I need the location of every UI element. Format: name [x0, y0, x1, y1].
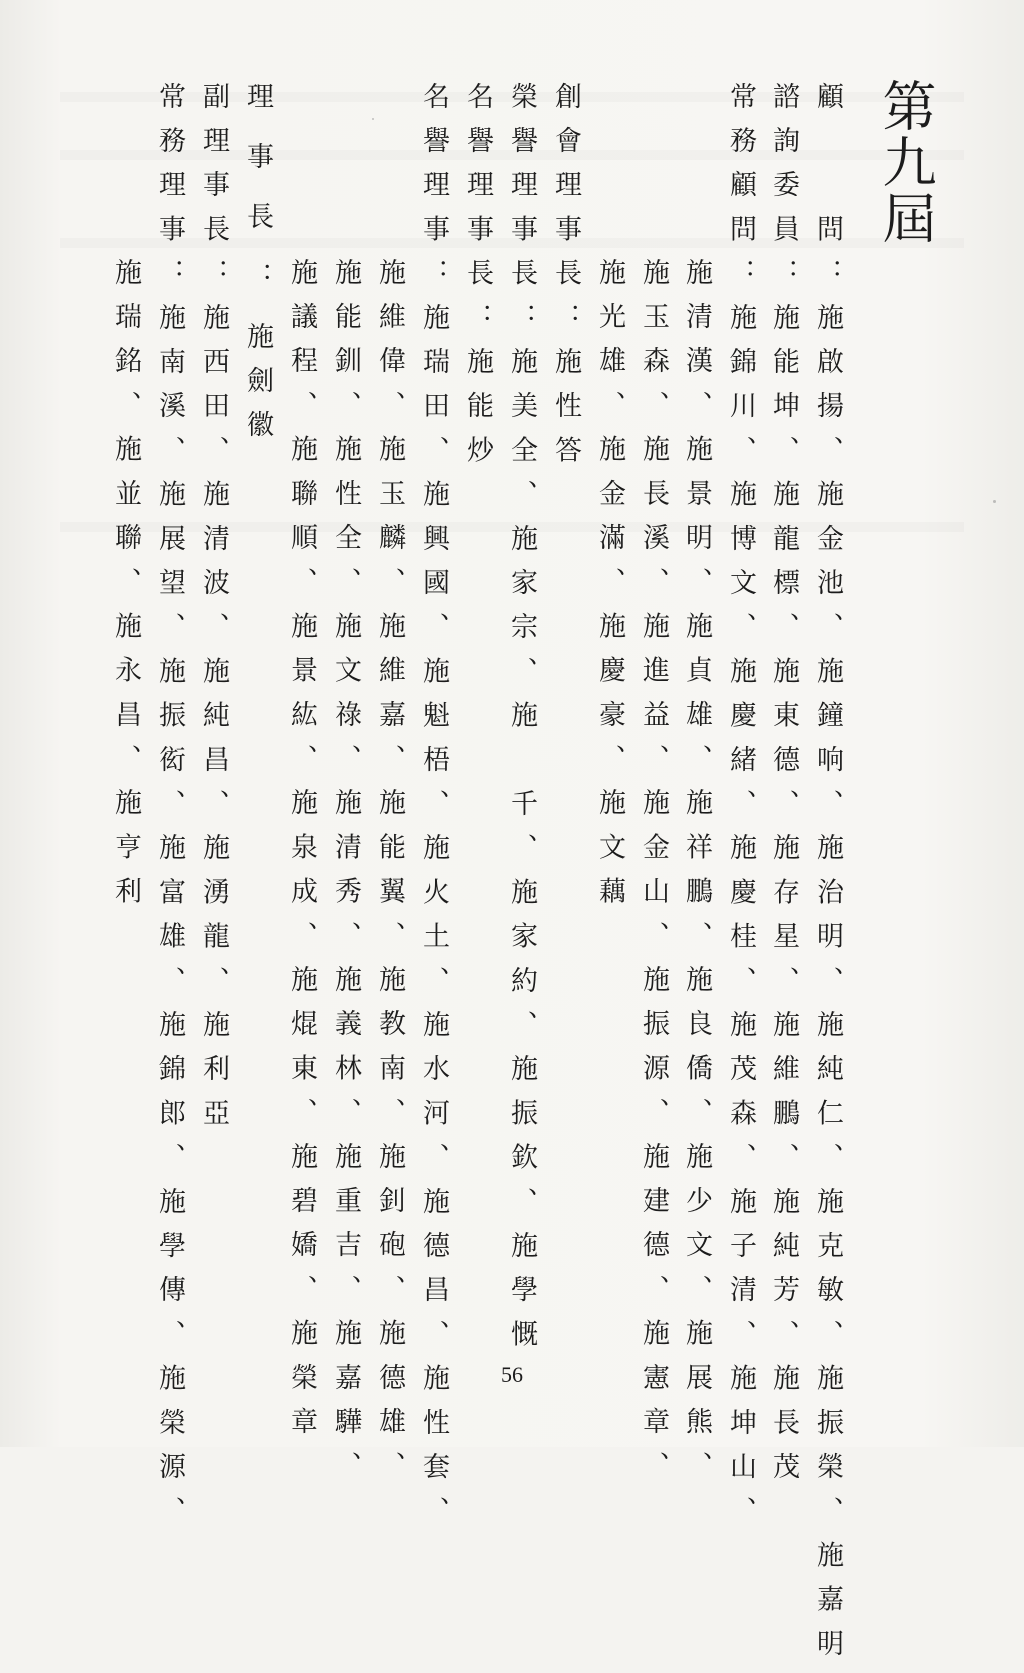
member-names: 施能炒: [462, 347, 493, 480]
member-names: 施性答: [550, 347, 581, 480]
member-names: 施瑞田、施興國、施魁梧、施火土、施水河、施德昌、施性套、: [418, 303, 449, 1541]
roster-column: [332, 258, 359, 1496]
roster-column: [464, 82, 491, 480]
member-names: 施南溪、施展望、施振衒、施富雄、施錦郎、施學傳、施榮源、: [154, 303, 185, 1541]
member-names: 施瑞銘、施並聯、施永昌、施亨利: [110, 258, 141, 921]
roster-column: [200, 82, 227, 1143]
roster-column: [727, 82, 754, 1541]
member-names: 施玉森、施長溪、施進益、施金山、施振源、施建德、施憲章、: [638, 258, 669, 1496]
role-label: 顧 問：: [812, 82, 843, 303]
paper-speck: [993, 500, 996, 503]
page-number: 56: [501, 1362, 523, 1387]
member-names: 施光雄、施金滿、施慶豪、施文藕: [594, 258, 625, 921]
paper-speck: [372, 118, 374, 120]
member-names: 施劍徽: [242, 322, 273, 455]
roster-column: [640, 258, 667, 1496]
member-names: 施維偉、施玉麟、施維嘉、施能翼、施教南、施釗砲、施德雄、: [374, 258, 405, 1496]
role-label: 名譽理事：: [418, 82, 449, 303]
page-title: 第九屆: [874, 78, 937, 246]
roster-column: [244, 82, 271, 455]
roster-column: [376, 258, 403, 1496]
roster-column: [156, 82, 183, 1541]
roster-column: [596, 258, 623, 921]
role-label: 理事長：: [242, 82, 273, 322]
role-label: 名譽理事長：: [462, 82, 493, 348]
role-label: 常務顧問：: [725, 82, 756, 303]
member-names: 施西田、施清波、施純昌、施湧龍、施利亞: [198, 303, 229, 1143]
roster-column: [288, 258, 315, 1451]
role-label: 常務理事：: [154, 82, 185, 303]
role-label: 創會理事長：: [550, 82, 581, 348]
member-names: 施清漢、施景明、施貞雄、施祥鵬、施良僑、施少文、施展熊、: [681, 258, 712, 1496]
roster-column: [508, 82, 535, 1364]
role-label: 副理事長：: [198, 82, 229, 303]
roster-column: [770, 82, 797, 1496]
member-names: 施啟揚、施金池、施鐘响、施治明、施純仁、施克敏、施振榮、施嘉明: [812, 303, 843, 1673]
member-names: 施能釧、施性全、施文祿、施清秀、施義林、施重吉、施嘉驊、: [330, 258, 361, 1496]
roster-column: [683, 258, 710, 1496]
member-names: 施議程、施聯順、施景紘、施泉成、施焜東、施碧嬌、施榮章: [286, 258, 317, 1452]
role-label: 榮譽理事長：: [506, 82, 537, 348]
roster-column: [112, 258, 139, 921]
roster-column: [814, 82, 841, 1673]
roster-column: [420, 82, 447, 1541]
member-names: 施美全、施家宗、施 千、施家約、施振欽、施學慨: [506, 347, 537, 1364]
member-names: 施錦川、施博文、施慶緒、施慶桂、施茂森、施子清、施坤山、: [725, 303, 756, 1541]
role-label: 諮詢委員：: [768, 82, 799, 303]
member-names: 施能坤、施龍標、施東德、施存星、施維鵬、施純芳、施長茂: [768, 303, 799, 1497]
roster-column: [552, 82, 579, 480]
